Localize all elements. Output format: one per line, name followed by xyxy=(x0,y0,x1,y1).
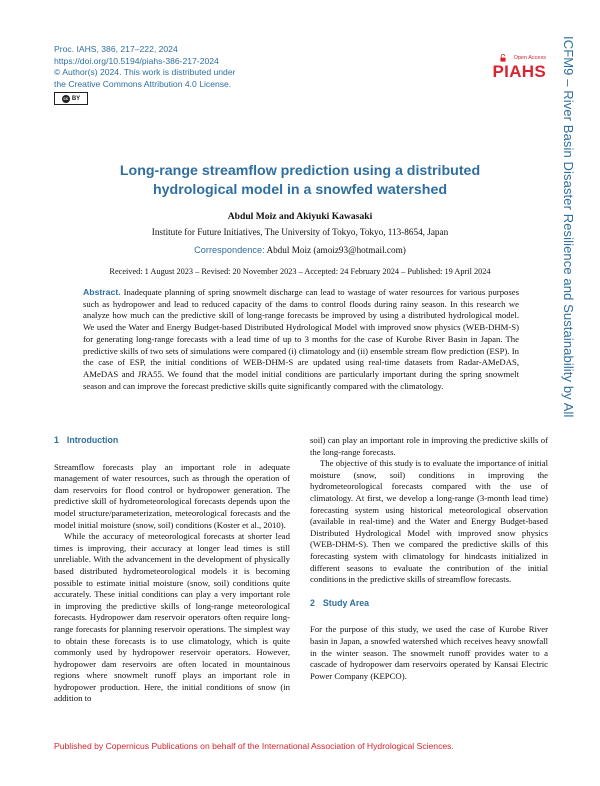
study-area-paragraph-1: For the purpose of this study, we used the case of Kurobe River basin in Japan, a snowfed watershed which receives heavy snowfall in the winter season. The snowmelt runoff provides water to a cascade of hydropower dam reservoirs operated by Kansai Electric Power Company (KEPCO). xyxy=(310,624,548,681)
correspondence-label: Correspondence: xyxy=(194,245,265,255)
section-title: Introduction xyxy=(66,435,119,445)
cc-by-license-icon[interactable] xyxy=(54,92,88,105)
open-access-label: Open Access xyxy=(513,55,546,61)
by-label: BY xyxy=(71,95,81,102)
correspondence-contact[interactable]: Abdul Moiz (amoiz93@hotmail.com) xyxy=(266,245,406,255)
title-line-2: hydrological model in a snowfed watershed xyxy=(152,182,448,198)
journal-brand: PIAHS xyxy=(492,62,546,81)
author-list: Abdul Moiz and Akiyuki Kawasaki xyxy=(227,211,373,222)
journal-citation: Proc. IAHS, 386, 217–222, 2024 xyxy=(54,44,178,54)
cc-circle-icon: cc xyxy=(63,96,69,101)
section-heading-study-area xyxy=(310,598,548,610)
copyright-line: © Author(s) 2024. This work is distributed under xyxy=(54,67,236,78)
right-column xyxy=(310,435,548,682)
title-line-1: Long-range streamflow prediction using a distributed xyxy=(119,163,481,179)
abstract-label: Abstract. xyxy=(83,287,121,297)
section-title: Study Area xyxy=(322,597,370,608)
section-number: 1 xyxy=(54,435,59,445)
intro-paragraph-2: While the accuracy of meteorological forecasts at shorter lead times is improving, their accuracy at longer lead times is still unreliable. With the advancement in the development of physically based distributed hydrometeorological models it is becoming possible to estimate initial moisture (snow, soil) conditions quite accurately. These initial conditions can play a very important role in improving the predictive skills of long-range meteorological forecasts. Hydropower dam reservoir operators often require long-range forecasts for planning reservoir operations. The simplest way to obtain these forecasts is to use climatology, which is quite commonly used by hydropower reservoir operators. However, hydropower dam reservoirs are often located in mountainous regions where snowmelt runoff plays an important role in hydropower production. Here, the initial conditions of snow (in addition to xyxy=(54,531,290,704)
affiliation: Institute for Future Initiatives, The University of Tokyo, Tokyo, 113-8654, Japan xyxy=(151,227,449,237)
intro-paragraph-3: The objective of this study is to evaluate the importance of initial moisture (snow, soil) conditions in improving the hydrometeorological forecasts compared with the use of climatology. At first, we develop a long-range (3-month lead time) forecasting system using historical meteorological observation (available in real-time) and the Water and Energy Budget-based Distributed Hydrological Model with improved snow physics (WEB-DHM-S). Then we compared the predictive skills of this forecasting system with climatology for hindcasts initialized in different seasons to evaluate the contribution of the initial conditions in the predictive skills of streamflow forecasts. xyxy=(310,458,548,585)
intro-paragraph-2-continued: soil) can play an important role in improving the predictive skills of the long-range forecasts. xyxy=(310,435,548,457)
intro-paragraph-1: Streamflow forecasts play an important role in adequate management of water resources, such as through the operation of dam reservoirs for flood control or hydropower generation. The predictive skill of hydrometeorological forecasts depends upon the model structure/parameterization, meteorological forecasts and the model initial moisture (snow, soil) conditions (Koster et al., 2010). xyxy=(54,461,290,530)
left-column xyxy=(54,435,290,705)
special-issue-side-title xyxy=(561,36,585,516)
abstract xyxy=(83,287,519,392)
correspondence xyxy=(60,245,540,255)
doi-link[interactable]: https://doi.org/10.5194/piahs-386-217-2024 xyxy=(54,55,219,66)
section-number: 2 xyxy=(310,597,315,608)
publication-dates: Received: 1 August 2023 – Revised: 20 November 2023 – Accepted: 24 February 2024 – Published: 19 April 2024 xyxy=(109,267,491,276)
side-title-text: ICFM9 – River Basin Disaster Resilience and Sustainability by All xyxy=(561,36,576,418)
citation-header xyxy=(54,44,354,90)
abstract-text: Inadequate planning of spring snowmelt discharge can lead to wastage of water resources for various purposes such as hydropower and lead to reduced capacity of the dams to control floods during rainy season. In this research we analyze how much can the predictive skill of long-range forecasts be improved by using a distributed hydrological model. We used the Water and Energy Budget-based Distributed Hydrological Model with improved snow physics (WEB-DHM-S) for generating long-range forecasts with a lead time of up to 3 months for the case of Kurobe River Basin in Japan. The predictive skills of two sets of simulations were compared (i) climatology and (ii) ensemble stream flow prediction (ESP). In the case of ESP, the initial conditions of WEB-DHM-S are updated using real-time datasets from Radar-AMeDAS, AMeDAS and JRA55. We found that the model initial conditions are particularly important during the spring snowmelt season and can improve the forecast predictive skills quite significantly compared with the climatology. xyxy=(83,287,520,391)
piahs-logo xyxy=(486,52,550,86)
paper-title xyxy=(60,162,540,200)
publisher-footer: Published by Copernicus Publications on behalf of the International Association of Hydrological Sciences. xyxy=(54,741,454,751)
license-line[interactable]: the Creative Commons Attribution 4.0 License. xyxy=(54,78,232,89)
open-access-lock-icon xyxy=(500,54,506,62)
section-heading-introduction xyxy=(54,435,290,447)
